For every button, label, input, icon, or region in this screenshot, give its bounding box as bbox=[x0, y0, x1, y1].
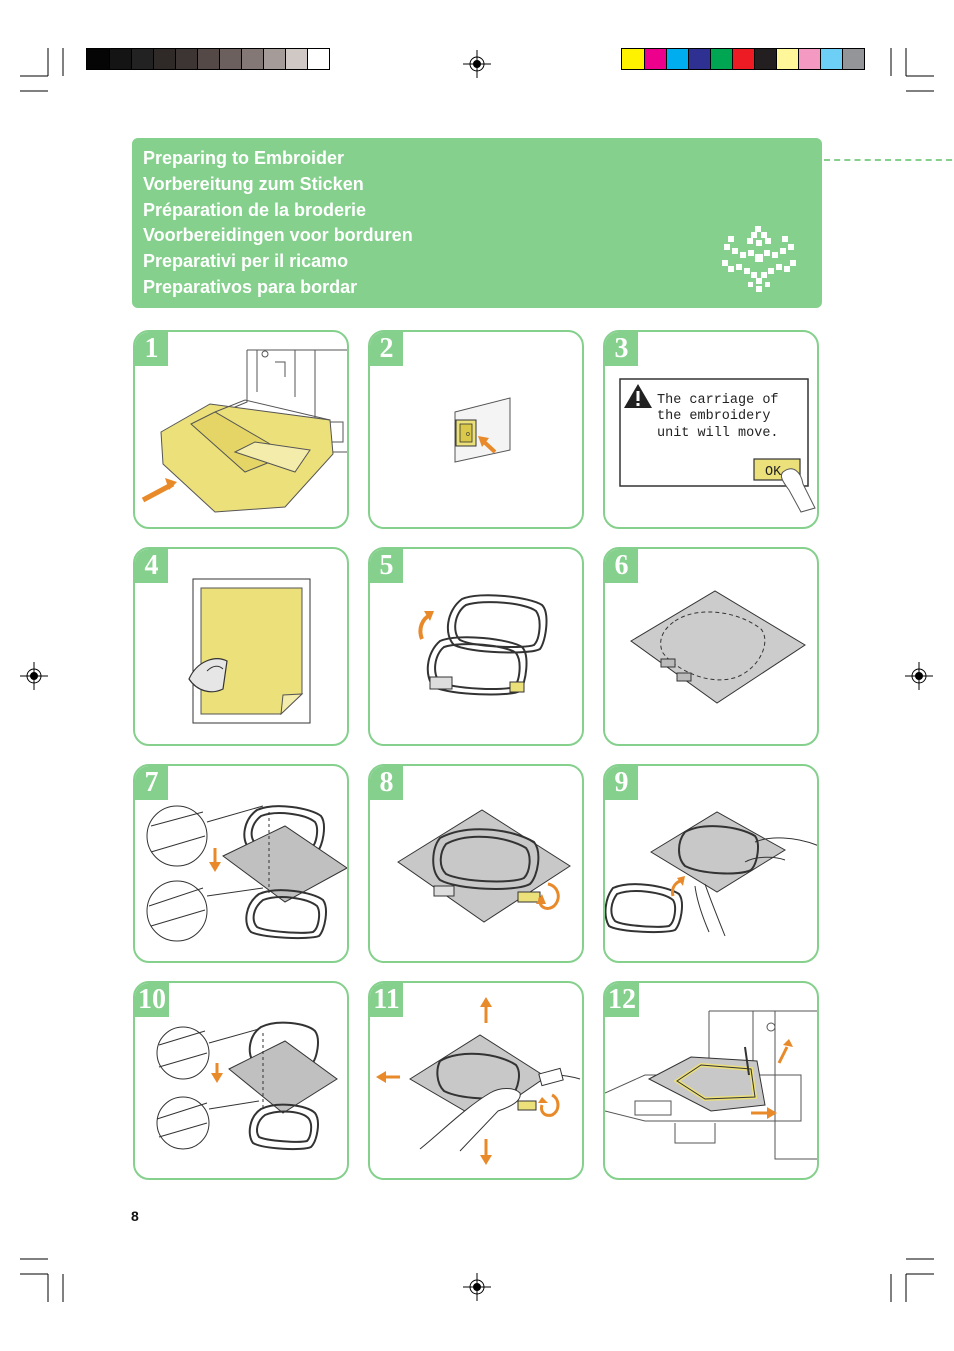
tighten-fabric-icon bbox=[605, 766, 819, 963]
fabric-on-hoop-icon bbox=[135, 766, 349, 963]
step-panel-6 bbox=[603, 547, 819, 746]
finger-icon bbox=[781, 469, 815, 512]
step-number: 1 bbox=[135, 332, 168, 366]
screen-line-1: The carriage of bbox=[657, 393, 779, 408]
press-inner-frame-icon bbox=[370, 766, 584, 963]
step-panel-3 bbox=[603, 330, 819, 529]
step-number: 2 bbox=[370, 332, 403, 366]
step-panel-11 bbox=[368, 981, 584, 1180]
step-panel-9 bbox=[603, 764, 819, 963]
step-panel-5 bbox=[368, 547, 584, 746]
step-panel-8 bbox=[368, 764, 584, 963]
step-number: 9 bbox=[605, 766, 638, 800]
header-title-nl: Voorbereidingen voor borduren bbox=[143, 225, 413, 246]
iron-on-stabilizer-icon bbox=[135, 549, 349, 746]
step-number: 11 bbox=[370, 983, 403, 1017]
embroidery-motif-icon bbox=[718, 222, 800, 298]
hoop-separate-icon bbox=[370, 549, 584, 746]
step-panel-1 bbox=[133, 330, 349, 529]
step-number: 5 bbox=[370, 549, 403, 583]
step-panel-12 bbox=[603, 981, 819, 1180]
step-panel-4 bbox=[133, 547, 349, 746]
section-header bbox=[132, 138, 822, 308]
fabric-on-hoop-repeat-icon bbox=[135, 983, 349, 1180]
header-title-en: Preparing to Embroider bbox=[143, 148, 345, 168]
step-number: 3 bbox=[605, 332, 638, 366]
lcd-screen-illustration bbox=[605, 332, 819, 529]
power-switch-icon bbox=[370, 332, 584, 529]
step-number: 12 bbox=[605, 983, 639, 1017]
step-number: 6 bbox=[605, 549, 638, 583]
header-title-it: Preparativi per il ricamo bbox=[143, 251, 349, 272]
stretch-fabric-icon bbox=[370, 983, 584, 1180]
step-panel-2 bbox=[368, 330, 584, 529]
step-number: 10 bbox=[135, 983, 169, 1017]
header-title-fr: Préparation de la broderie bbox=[143, 199, 367, 220]
step-number: 4 bbox=[135, 549, 168, 583]
embroidery-unit-attach-icon bbox=[135, 332, 349, 529]
svg-text:o: o bbox=[466, 431, 470, 438]
step-panel-7 bbox=[133, 764, 349, 963]
step-panel-10 bbox=[133, 981, 349, 1180]
header-title-es: Preparativos para bordar bbox=[143, 276, 358, 297]
page-number: 8 bbox=[131, 1208, 139, 1224]
header-dashed-line bbox=[824, 159, 952, 161]
header-title-de: Vorbereitung zum Sticken bbox=[143, 173, 364, 194]
attach-hoop-to-machine-icon bbox=[605, 983, 819, 1180]
step-number: 8 bbox=[370, 766, 403, 800]
ok-button-label: OK bbox=[765, 465, 782, 480]
header-title-list bbox=[143, 146, 413, 301]
fabric-marked-icon bbox=[605, 549, 819, 746]
screen-line-3: unit will move. bbox=[657, 426, 779, 441]
step-number: 7 bbox=[135, 766, 168, 800]
screen-line-2: the embroidery bbox=[657, 409, 771, 424]
